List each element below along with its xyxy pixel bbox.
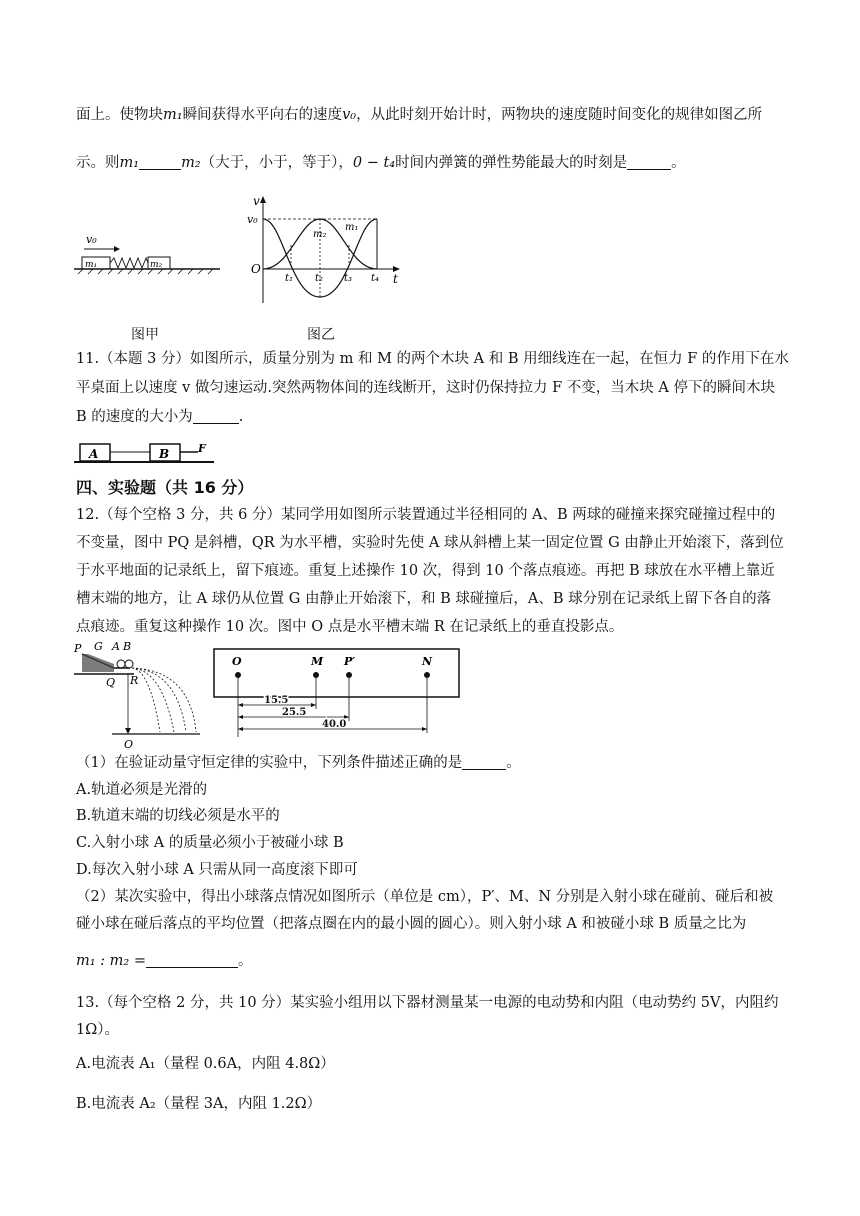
q12-ratio xyxy=(76,951,796,971)
label-q: Q xyxy=(106,676,116,689)
text: 。 xyxy=(671,155,686,171)
q12-sub1 xyxy=(76,753,796,773)
label-r: R xyxy=(130,674,139,687)
spring xyxy=(110,258,148,268)
point-label-n: N xyxy=(422,655,433,668)
q11-line-1: 11.（本题 3 分）如图所示，质量分别为 m 和 M 的两个木块 A 和 B 用细线连在一起，在恒力 F 的作用下在水 xyxy=(76,351,789,367)
mass-m1: m₁ xyxy=(163,107,183,123)
q13-option-b: B.电流表 A₂（量程 3A，内阻 1.2Ω） xyxy=(76,1096,322,1112)
q13-line-1: 13.（每个空格 2 分，共 10 分）某实验小组用以下器材测量某一电源的电动势和内阻（电动势约 5V，内阻约 xyxy=(76,995,779,1011)
q12-option-a: A.轨道必须是光滑的 xyxy=(76,782,208,798)
q10-line-1 xyxy=(76,105,796,125)
label-a: A xyxy=(112,640,120,653)
dist-om: 15.5 xyxy=(264,695,289,706)
q12-line-2: 不变量，图中 PQ 是斜槽，QR 为水平槽，实验时先使 A 球从斜槽上某一固定位置 G 由静止开始滚下，落到位 xyxy=(76,535,784,551)
text: B 的速度的大小为 xyxy=(76,409,193,425)
q13-option-a: A.电流表 A₁（量程 0.6A，内阻 4.8Ω） xyxy=(76,1056,335,1072)
ball-b xyxy=(125,660,133,668)
text: 示。则 xyxy=(76,155,120,171)
point-label-o: O xyxy=(232,655,242,668)
q12-option-d: D.每次入射小球 A 只需从同一高度滚下即可 xyxy=(76,862,358,878)
q10-line-2 xyxy=(76,153,796,173)
figure-a-spring-blocks xyxy=(70,225,230,285)
answer-blank[interactable] xyxy=(146,953,238,968)
mass-m2: m₂ xyxy=(181,155,201,171)
origin-o: O xyxy=(251,262,261,276)
label-v0: v₀ xyxy=(247,213,258,226)
tick-t1: t₁ xyxy=(285,273,294,284)
tick-t4: t₄ xyxy=(371,273,380,284)
velocity-v0: v₀ xyxy=(342,107,357,123)
caption-fig-b: 图乙 xyxy=(307,327,335,343)
section-title: 四、实验题（共 16 分） xyxy=(76,478,254,497)
label-o: O xyxy=(124,738,134,751)
answer-blank[interactable] xyxy=(193,409,239,424)
text: 时间内弹簧的弹性势能最大的时刻是 xyxy=(395,155,628,171)
q12-sub2-line-1: （2）某次实验中，得出小球落点情况如图所示（单位是 cm），P′、M、N 分别是入射小球在碰前、碰后和被 xyxy=(76,889,774,905)
point-label-m: M xyxy=(311,655,324,668)
ball-a xyxy=(117,660,125,668)
text: 。 xyxy=(506,755,521,771)
tick-t3: t₃ xyxy=(344,273,353,284)
q11-line-3 xyxy=(76,407,796,427)
label-b: B xyxy=(123,640,132,653)
q12-option-c: C.入射小球 A 的质量必须小于被碰小球 B xyxy=(76,835,344,851)
curve-label-m2: m₂ xyxy=(313,229,327,240)
q12-line-5: 点痕迹。重复这种操作 10 次。图中 O 点是水平槽末端 R 在记录纸上的垂直投影点。 xyxy=(76,619,624,635)
axis-v: v xyxy=(253,194,260,208)
figure-q11-blocks xyxy=(72,438,222,466)
q12-sub2-line-2: 碰小球在碰后落点的平均位置（把落点圈在内的最小圆的圆心）。则入射小球 A 和被碰小球 B 质量之比为 xyxy=(76,916,747,932)
block-m1-label: m₁ xyxy=(85,260,98,270)
q11-line-2: 平桌面上以速度 v 做匀速运动.突然两物体间的连线断开，这时仍保持拉力 F 不变，当木块 A 停下的瞬间木块 xyxy=(76,380,775,396)
curve-label-m1: m₁ xyxy=(345,222,359,233)
point-label-p-prime: P′ xyxy=(344,655,356,668)
figure-b-velocity-time xyxy=(245,193,410,305)
axis-t: t xyxy=(393,272,398,286)
q12-line-4: 槽末端的地方，让 A 球仍从位置 G 由静止开始滚下，和 B 球碰撞后，A、B 球分别在记录纸上留下各自的落 xyxy=(76,591,772,607)
caption-fig-a: 图甲 xyxy=(131,327,159,343)
force-label: F xyxy=(198,442,206,455)
block-m2-label: m₂ xyxy=(150,260,163,270)
mass-m1: m₁ xyxy=(119,155,140,171)
dist-on: 40.0 xyxy=(322,719,347,730)
q13-line-2: 1Ω）。 xyxy=(76,1022,119,1038)
q12-line-3: 于水平地面的记录纸上，留下痕迹。重复上述操作 10 次，得到 10 个落点痕迹。再把 B 球放在水平槽上靠近 xyxy=(76,563,775,579)
text: 面上。使物块 xyxy=(76,107,163,123)
dist-op: 25.5 xyxy=(282,707,307,718)
q12-line-1: 12.（每个空格 3 分，共 6 分）某同学用如图所示装置通过半径相同的 A、B 两球的碰撞来探究碰撞过程中的 xyxy=(76,507,776,523)
label-p: P xyxy=(74,642,82,655)
text: ，从此时刻开始计时，两物块的速度随时间变化的规律如图乙所 xyxy=(356,107,763,123)
label-g: G xyxy=(94,640,103,653)
figure-q12-apparatus xyxy=(72,640,202,752)
answer-blank[interactable] xyxy=(462,755,506,770)
time-range: 0 − t₄ xyxy=(352,155,396,171)
q12-option-b: B.轨道末端的切线必须是水平的 xyxy=(76,808,280,824)
text: 瞬间获得水平向右的速度 xyxy=(182,107,343,123)
text: . xyxy=(238,409,244,425)
answer-blank[interactable] xyxy=(627,155,671,170)
text: （大于，小于，等于）， xyxy=(200,155,353,171)
text: （1）在验证动量守恒定律的实验中，下列条件描述正确的是 xyxy=(76,755,463,771)
ratio-label: m₁ : m₂ = xyxy=(76,953,146,969)
figure-q12-record-paper xyxy=(210,645,465,737)
tick-t2: t₂ xyxy=(315,273,324,284)
fig-a-v0-label: v₀ xyxy=(86,233,97,246)
block-a-label: A xyxy=(89,447,99,461)
answer-blank[interactable] xyxy=(139,155,181,170)
block-b-label: B xyxy=(159,447,170,461)
text: 。 xyxy=(238,953,253,969)
